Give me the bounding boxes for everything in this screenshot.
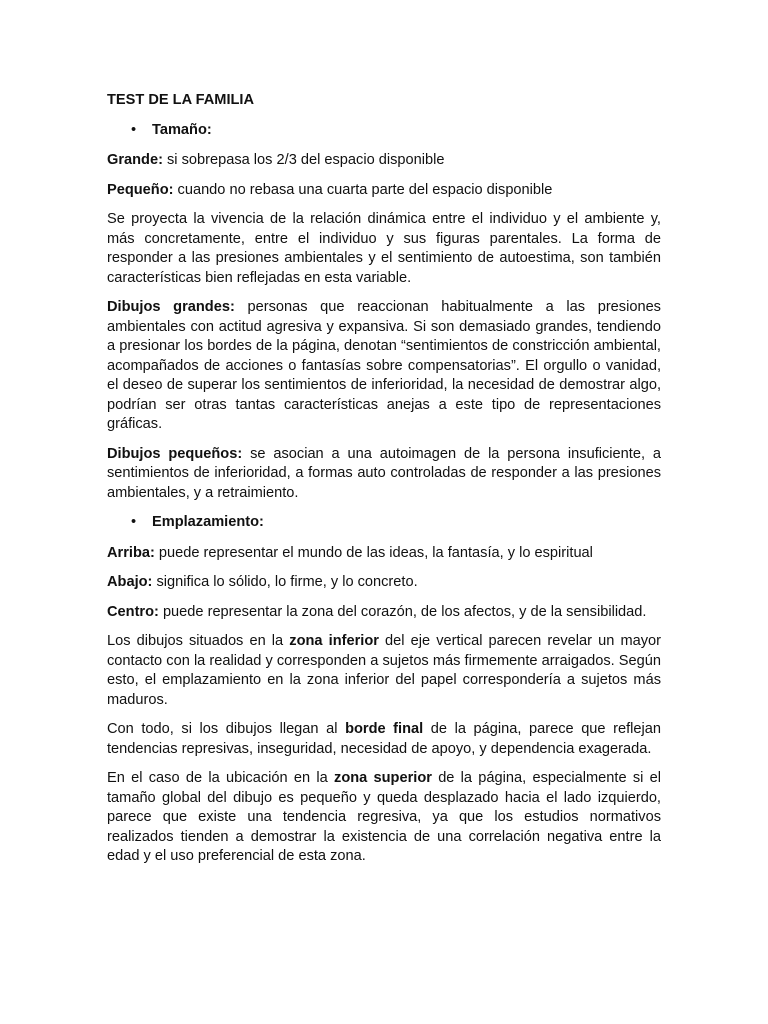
paragraph-borde-final xyxy=(107,720,661,759)
bullet-icon: • xyxy=(131,514,137,530)
term-text: cuando no rebasa una cuarta parte del espacio disponible xyxy=(173,181,553,198)
emphasis: zona inferior xyxy=(289,633,379,649)
term-label: Dibujos grandes: xyxy=(107,299,235,315)
paragraph-grande xyxy=(107,151,661,171)
text-after: del eje vertical parecen revelar un mayor contacto con la realidad y corresponden a sujetos más firmemente arraigados. Según esto, el emplazamiento en la zona inferior del papel correspondería a sujetos más maduros. xyxy=(107,633,662,708)
term-label: Arriba: xyxy=(107,544,155,561)
term-label: Pequeño: xyxy=(107,181,174,198)
section-heading-label: Tamaño: xyxy=(152,121,212,138)
emphasis: zona superior xyxy=(334,770,432,786)
term-text: se asocian a una autoimagen de la persona insuficiente, a sentimientos de inferioridad, a formas auto controladas de responder a las presiones ambientales, y a retraimiento. xyxy=(107,445,662,501)
term-label: Abajo: xyxy=(107,574,153,590)
term-text: si sobrepasa los 2/3 del espacio disponible xyxy=(162,152,445,168)
term-text: significa lo sólido, lo firme, y lo concreto. xyxy=(152,574,418,590)
term-label: Centro: xyxy=(107,603,159,620)
section-heading-tamano xyxy=(107,121,661,141)
paragraph-dibujos-grandes xyxy=(107,298,661,435)
paragraph-zona-superior xyxy=(107,769,661,867)
document-page xyxy=(107,91,661,877)
term-text: puede representar el mundo de las ideas, la fantasía, y lo espiritual xyxy=(154,544,593,561)
text-after: de la página, especialmente si el tamaño global del dibujo es pequeño y queda desplazado hacia el lado izquierdo, parece que existe una tendencia regresiva, ya que los estudios normativos realizados tienden a demostrar la existencia de una correlación negativa entre la edad y el uso preferencial de esta zona. xyxy=(107,770,661,864)
text-before: En el caso de la ubicación en la xyxy=(107,770,335,786)
text-after: de la página, parece que reflejan tendencias represivas, inseguridad, necesidad de apoyo, y dependencia exagerada. xyxy=(107,721,661,757)
text-before: Con todo, si los dibujos llegan al xyxy=(107,721,346,737)
paragraph-pequeno xyxy=(107,181,661,201)
paragraph-centro xyxy=(107,603,661,623)
paragraph-zona-inferior xyxy=(107,632,661,710)
paragraph-dibujos-pequenos xyxy=(107,445,661,504)
paragraph-abajo xyxy=(107,573,661,593)
term-label: Grande: xyxy=(107,152,163,168)
section-heading-emplazamiento xyxy=(107,513,661,533)
section-heading-label: Emplazamiento: xyxy=(152,514,264,530)
term-label: Dibujos pequeños: xyxy=(107,445,243,462)
term-text: puede representar la zona del corazón, de los afectos, y de la sensibilidad. xyxy=(158,603,647,620)
paragraph-arriba xyxy=(107,544,661,564)
bullet-icon: • xyxy=(131,121,137,138)
text-before: Los dibujos situados en la xyxy=(107,633,290,649)
term-text: personas que reaccionan habitualmente a las presiones ambientales con actitud agresiva y expansiva. Si son demasiado grandes, tendiendo a presionar los bordes de la página, denotan “sentimientos de constricción ambiental, acompañados de acciones o fantasías sobre compensatorias”. El orgullo o vanidad, el deseo de superar los sentimientos de inferioridad, la necesidad de demostrar algo, podrían ser otras tantas características anejas a este tipo de representaciones gráficas. xyxy=(107,299,661,432)
paragraph-intro: Se proyecta la vivencia de la relación dinámica entre el individuo y el ambiente y, más concretamente, entre el individuo y sus figuras parentales. La forma de responder a las presiones ambientales y el sentimiento de autoestima, son también características bien reflejadas en esta variable. xyxy=(107,211,661,286)
emphasis: borde final xyxy=(345,721,424,737)
document-title: TEST DE LA FAMILIA xyxy=(107,92,255,108)
